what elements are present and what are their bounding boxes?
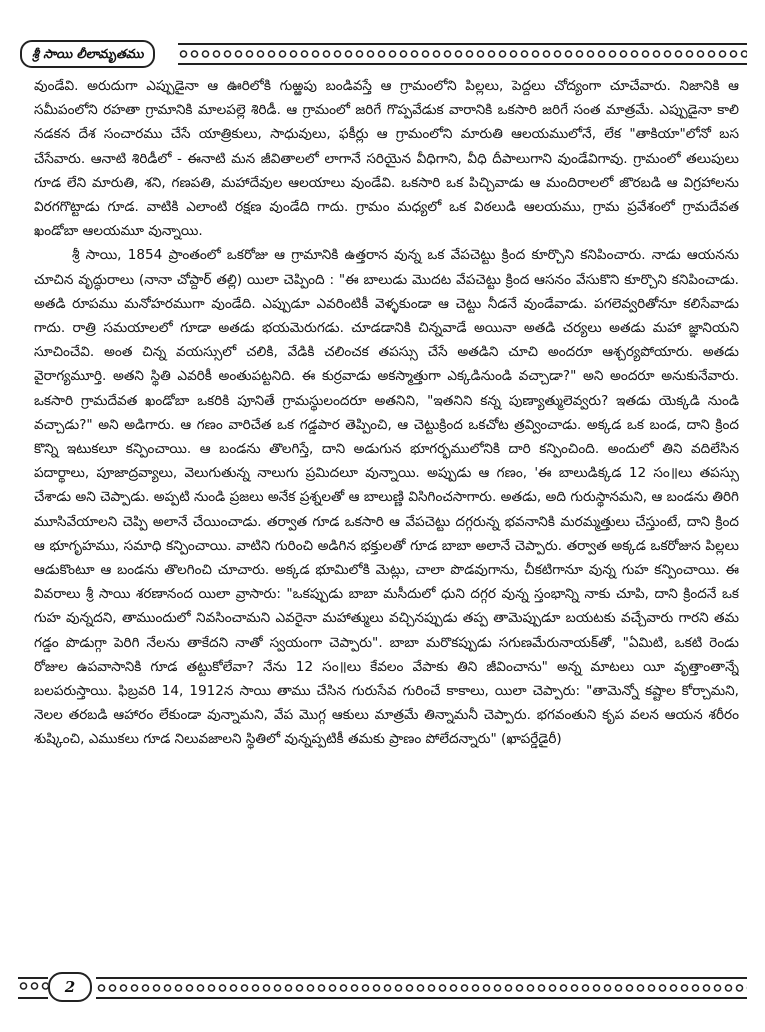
page-footer (18, 972, 747, 1002)
book-title: శ్రీ సాయి లీలామృతము (20, 40, 155, 68)
decorative-border-top (178, 43, 747, 65)
paragraph-2: శ్రీ సాయి, 1854 ప్రాంతంలో ఒకరోజు ఆ గ్రామానికి ఉత్తరాన వున్న ఒక వేపచెట్టు క్రింద కూర్చొని కనిపించారు. నాడు ఆయనను చూచిన వృద్ధురాలు (నానా చోప్దార్ తల్లి) యిలా చెప్పింది : "ఈ బాలుడు మొదట వేపచెట్టు క్రింద ఆసనం వేసుకొని కూర్చొని కనిపించాడు. అతడి రూపము మనోహరముగా వుండేది. ఎప్పుడూ ఎవరింటికీ వెళ్ళకుండా ఆ చెట్టు నీడనే వుండేవాడు. పగలెవ్వరితోనూ కలిసేవాడు గాదు. రాత్రి సమయాలలో గూడా అతడు భయమెరుగడు. చూడడానికి చిన్నవాడే అయినా అతడి చర్యలు అతడు మహా జ్ఞానియని సూచించేవి. అంత చిన్న వయస్సులో చలికి, వేడికి చలించక తపస్సు చేసే అతడిని చూచి అందరూ ఆశ్చర్యపోయారు. అతడు వైరాగ్యమూర్తి. అతని స్థితి ఎవరికీ అంతుపట్టనిది. ఈ కుర్రవాడు అకస్మాత్తుగా ఎక్కడినుండి వచ్చాడా?" అని అందరూ అనుకునేవారు. ఒకసారి గ్రామదేవత ఖండోబా ఒకరికి పూనితే గ్రామస్థులందరూ అతనిని, "ఇతనిని కన్న పుణ్యాత్ములెవ్వరు? ఇతడు యెక్కడి నుండి వచ్చాడు?" అని అడిగారు. ఆ గణం వారిచేత ఒక గడ్డపార తెప్పించి, ఆ చెట్టుక్రింద ఒకచోట త్రవ్వించాడు. అక్కడ ఒక బండ, దాని క్రింద కొన్ని ఇటుకలూ కన్పించాయి. ఆ బండను తొలగిస్తే, దాని అడుగున భూగర్భములోనికి దారి కన్పించింది. అందులో తిని వదిలేసిన పదార్థాలు, పూజాద్రవ్యాలు, వెలుగుతున్న నాలుగు ప్రమిదలూ వున్నాయి. అప్పుడు ఆ గణం, 'ఈ బాలుడిక్కడ 12 సం॥లు తపస్సు చేశాడు అని చెప్పాడు. అప్పటి నుండి ప్రజలు అనేక ప్రశ్నలతో ఆ బాలుణ్ణి విసిగించసాగారు. అతడు, అది గురుస్థానమని, ఆ బండను తిరిగి మూసివేయాలని చెప్పి అలానే చేయించాడు. తర్వాత గూడ ఒకసారి ఆ వేపచెట్టు దగ్గరున్న భవనానికి మరమ్మత్తులు చేస్తుంటే, దాని క్రింద ఆ భూగృహము, సమాధి కన్పించాయి. వాటిని గురించి అడిగిన భక్తులతో గూడ బాబా అలానే చెప్పారు. తర్వాత అక్కడ ఒకరోజున పిల్లలు ఆడుకొంటూ ఆ బండను తొలగించి చూచారు. అక్కడ భూమిలోకి మెట్లు, చాలా పొడవుగాను, చీకటిగానూ వున్న గుహ కన్పించాయి. ఈ వివరాలు శ్రీ సాయి శరణానంద యిలా వ్రాసారు: "ఒకప్పుడు బాబా మసీదులో ధుని దగ్గర వున్న స్తంభాన్ని నాకు చూపి, దాని క్రిందనే ఒక గుహ వున్నదని, తాముందులో నివసించామని ఎవరైనా మహాత్ములు వచ్చినప్పుడు తప్ప తామెప్పుడూ బయటకు వచ్చేవారు గారని తమ గడ్డం పొడుగ్గా పెరిగి నేలను తాకేదని నాతో స్వయంగా చెప్పారు". బాబా మరొకప్పుడు సగుణమేరునాయక్‌తో, "ఏమిటి, ఒకటి రెండు రోజుల ఉపవాసానికి గూడ తట్టుకోలేవా? నేను 12 సం॥లు కేవలం వేపాకు తిని జీవించాను" అన్న మాటలు యీ వృత్తాంతాన్నే బలపరుస్తాయి. ఫిబ్రవరి 14, 1912న సాయి తాము చేసిన గురుసేవ గురించే కాకాలు, యిలా చెప్పారు: "తామెన్నో కష్టాల కోర్చామని, నెలల తరబడి ఆహారం లేకుండా వున్నామని, వేప మొగ్గ ఆకులు మాత్రమే తిన్నామనీ చెప్పారు. భగవంతుని కృప వలన ఆయన శరీరం శుష్కించి, ఎముకలు గూడ నిలువజాలని స్థితిలో వున్నప్పటికీ తమకు ప్రాణం పోలేదన్నారు" (ఖాపర్డేడైరీ) (34, 247, 739, 748)
decorative-border-bottom-left (18, 977, 48, 999)
paragraph-1: వుండేవి. అరుదుగా ఎప్పుడైనా ఆ ఊరిలోకి గుఱ్ఱపు బండివస్తే ఆ గ్రామంలోని పిల్లలు, పెద్దలు చోద్యంగా చూచేవారు. నిజానికి ఆ సమీపంలోని రహతా గ్రామానికి మాలపల్లె శిరిడీ. ఆ గ్రామంలో జరిగే గొప్పవేడుక వారానికి ఒకసారి జరిగే సంత మాత్రమే. ఎప్పుడైనా కాలి నడకన దేశ సంచారము చేసే యాత్రికులు, సాధువులు, ఫకీర్లు ఆ గ్రామంలోని మారుతి ఆలయములోనే, లేక "తాకియా"లోనో బస చేసేవారు. ఆనాటి శిరిడీలో - ఈనాటి మన జీవితాలలో లాగానే సరియైన వీధిగాని, వీధి దీపాలుగాని వుండేవిగావు. గ్రామంలో తలుపులు గూడ లేని మారుతి, శని, గణపతి, మహాదేవుల ఆలయాలు వుండేవి. ఒకసారి ఒక పిచ్చివాడు ఆ మందిరాలలో జొరబడి ఆ విగ్రహాలను విరగగొట్టాడు గూడ. వాటికి ఎలాంటి రక్షణ వుండేది గాదు. గ్రామం మధ్యలో ఒక విఠలుడి ఆలయము, గ్రామ ప్రవేశంలో గ్రామదేవత ఖండోబా ఆలయమూ వున్నాయి. (34, 78, 739, 240)
page-body (34, 74, 739, 959)
page-number: 2 (48, 972, 92, 1002)
decorative-border-bottom (96, 977, 747, 999)
page-header (18, 40, 747, 66)
